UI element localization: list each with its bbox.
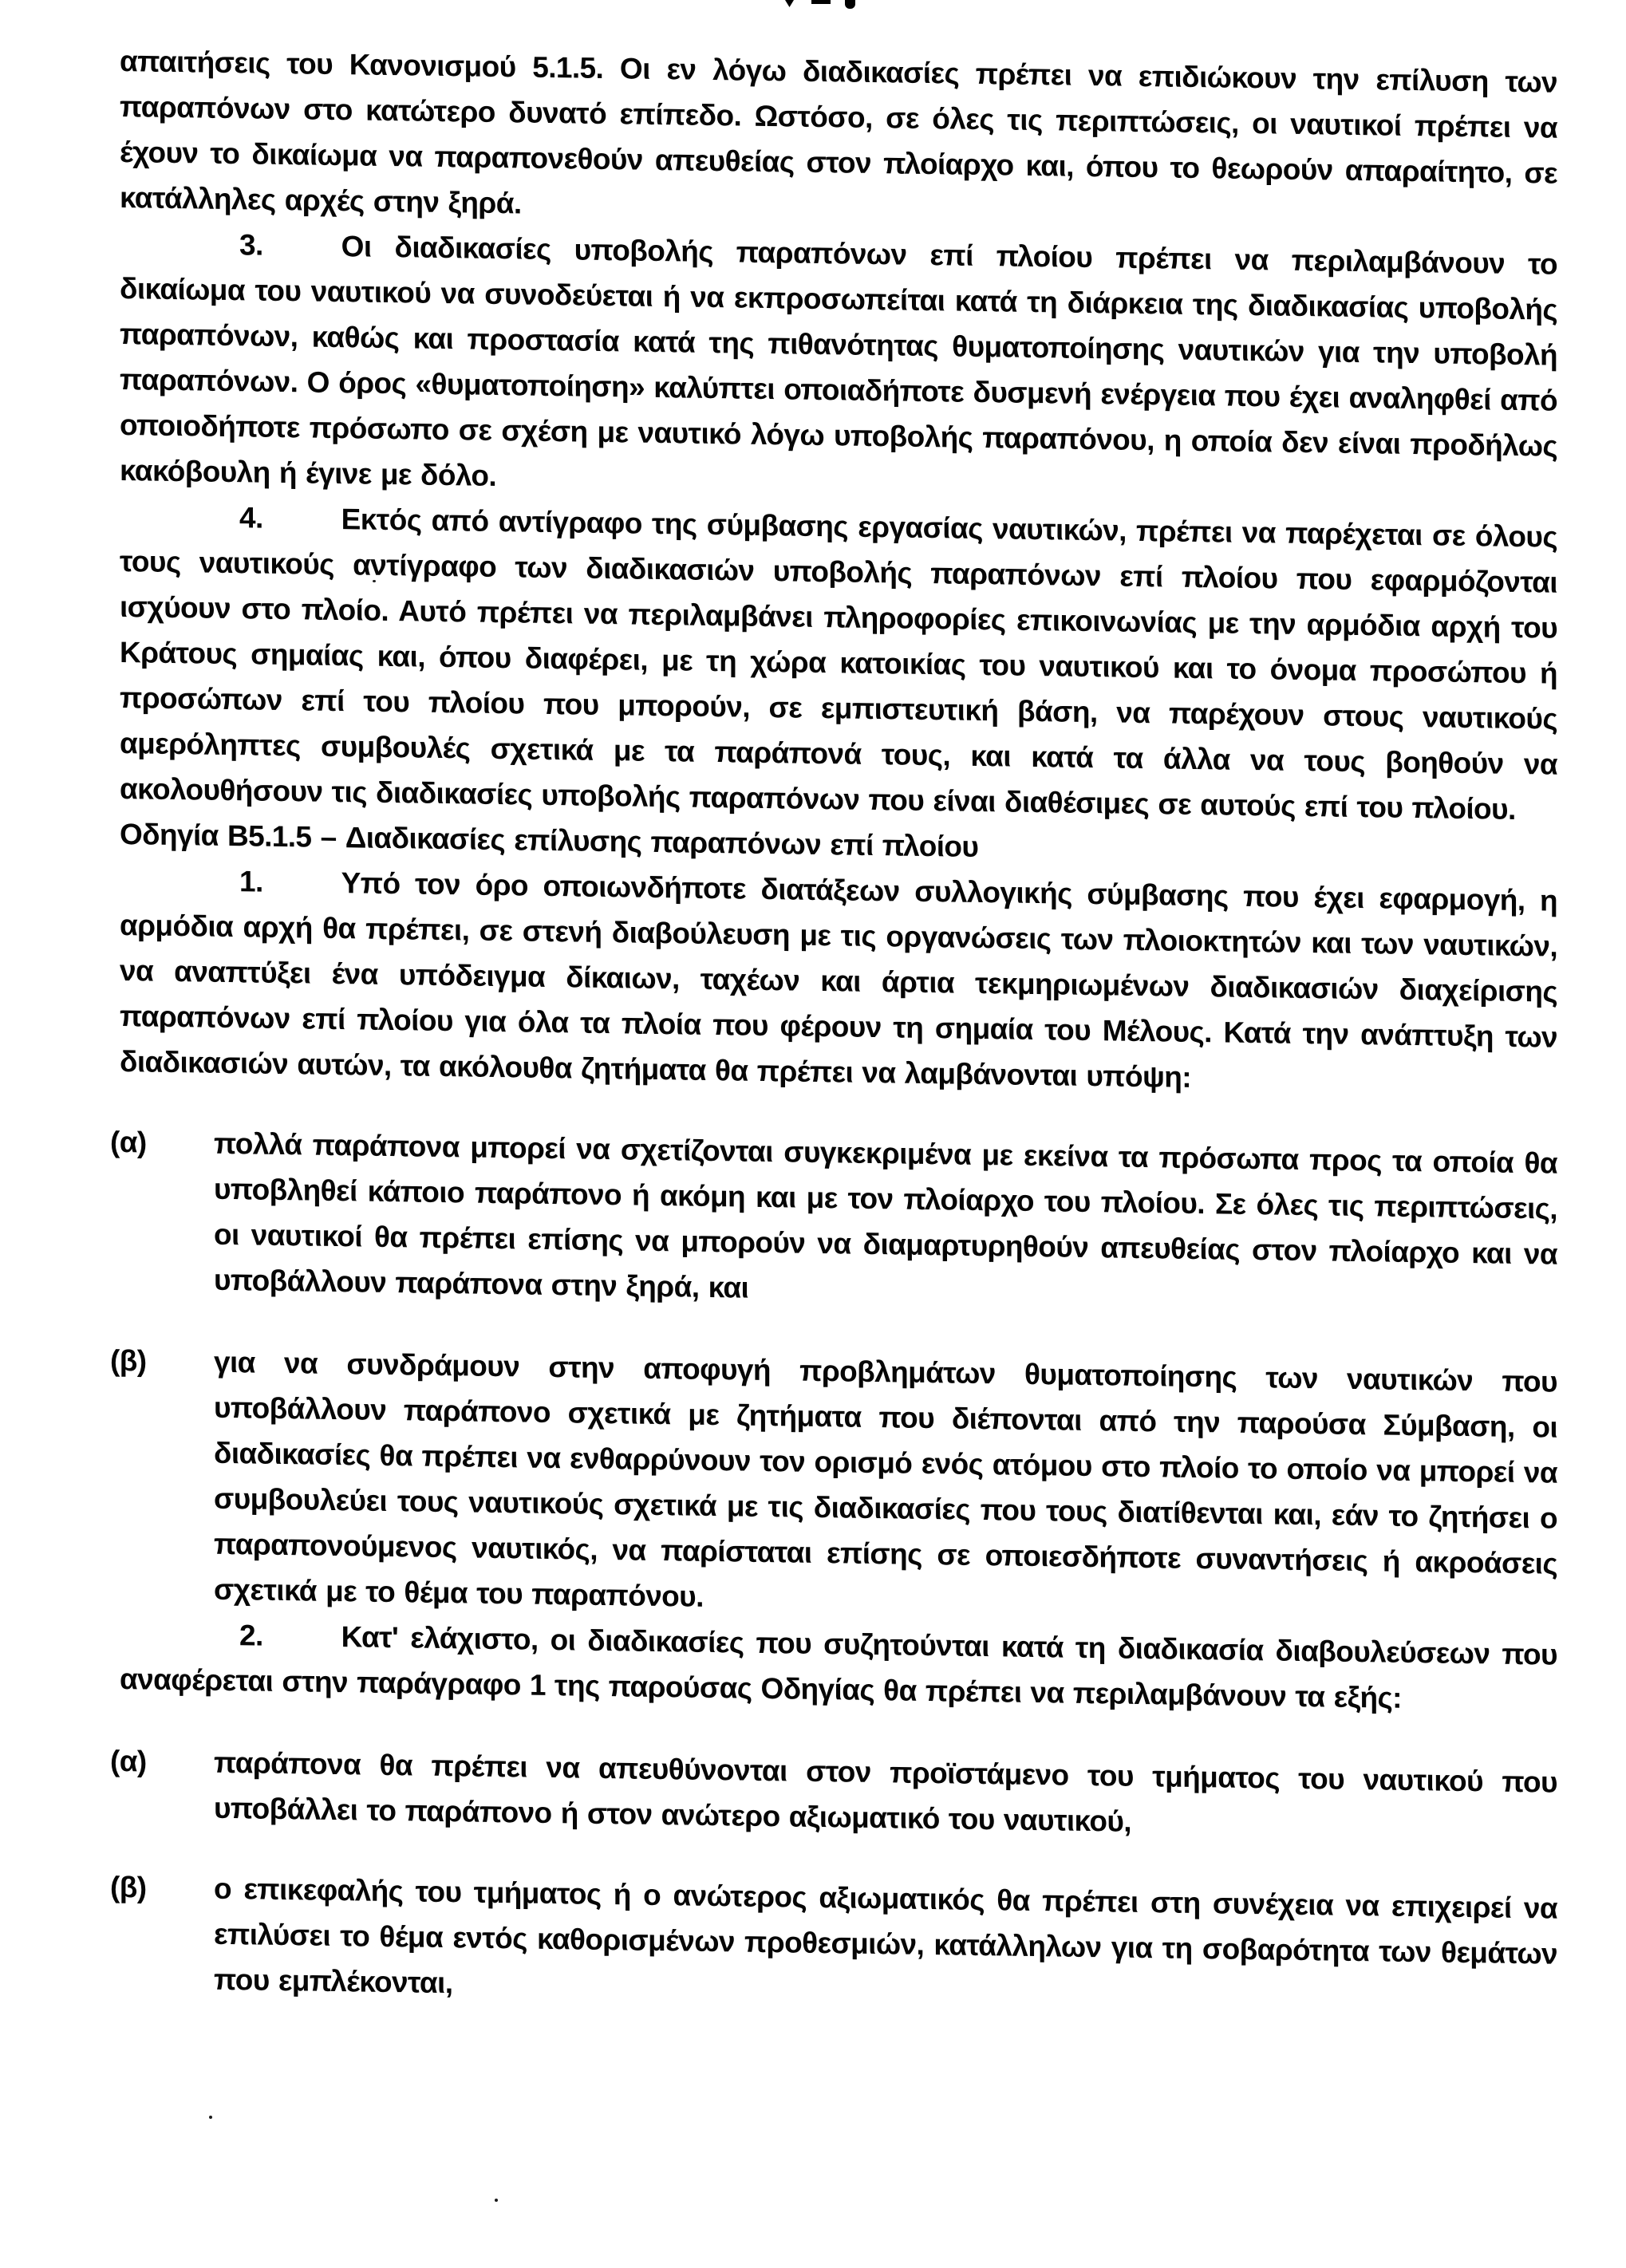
paragraph-text: Οι διαδικασίες υποβολής παραπόνων επί πλοίου πρέπει να περιλαμβάνουν το δικαίωμα του ναυτικού να συνοδεύεται ή να εκπροσωπείται κατά τη διάρκεια της διαδικασίας υποβολής παραπόνων, καθώς και προστασία κατά της πιθανότητας θυματοποίησης ναυτικών για την υποβολή παραπόνων. Ο όρος «θυματοποίηση» καλύπτει οποιαδήποτε δυσμενή ενέργεια που έχει αναληφθεί από οποιοδήποτε πρόσωπο σε σχέση με ναυτικό λόγω υποβολής παραπόνου, η οποία δεν είναι προδήλως κακόβουλη ή έγινε με δόλο. bbox=[120, 230, 1557, 493]
paragraph-number: 1. bbox=[239, 865, 263, 898]
list-item-text: παράπονα θα πρέπει να απευθύνονται στον προϊστάμενο του τμήματος του ναυτικού που υποβάλλει το παράπονο ή στον ανώτερο αξιωματικό του ναυτικού, bbox=[214, 1745, 1557, 1838]
list-item-text: για να συνδράμουν στην αποφυγή προβλημάτων θυματοποίησης των ναυτικών που υποβάλλουν παράπονο σχετικά με ζητήματα που διέπονται από την παρούσα Σύμβαση, οι διαδικασίες θα πρέπει να ενθαρρύνουν τον ορισμό ενός ατόμου στο πλοίο το οποίο να μπορεί να συμβουλεύει τους ναυτικούς σχετικά με τις διαδικασίες που τους διατίθενται και, εάν το ζητήσει ο παραπονούμενος ναυτικός, να παρίσταται επίσης σε οποιεσδήποτε συναντήσεις ή ακροάσεις σχετικά με το θέμα του παραπόνου. bbox=[214, 1345, 1557, 1613]
paragraph-number: 2. bbox=[239, 1619, 263, 1652]
list-item-text: πολλά παράπονα μπορεί να σχετίζονται συγκεκριμένα με εκείνα τα πρόσωπα προς τα οποία θα υποβληθεί κάποιο παράπονο ή ακόμη και με τον πλοίαρχο του πλοίου. Σε όλες τις περιπτώσεις, οι ναυτικοί θα πρέπει επίσης να μπορούν να διαμαρτυρηθούν απευθείας στον πλοίαρχο και να υποβάλλουν παράπονα στην ξηρά, και bbox=[214, 1126, 1557, 1304]
cropped-glyph-mark bbox=[811, 0, 831, 4]
list-item-alpha-1 bbox=[110, 1121, 1557, 1323]
paragraph-number: 3. bbox=[239, 228, 263, 262]
list-item-alpha-2 bbox=[110, 1740, 1557, 1851]
list-item-beta-2 bbox=[110, 1866, 1557, 2022]
list-item-label: (α) bbox=[110, 1125, 147, 1159]
paragraph-text: απαιτήσεις του Κανονισμού 5.1.5. Οι εν λόγω διαδικασίες πρέπει να επιδιώκουν την επίλυση των παραπόνων στο κατώτερο δυνατό επίπεδο. Ωστόσο, σε όλες τις περιπτώσεις, οι ναυτικοί πρέπει να έχουν το δικαίωμα να παραπονεθούν απευθείας στον πλοίαρχο και, όπου το θεωρούν απαραίτητο, σε κατάλληλες αρχές στην ξηρά. bbox=[120, 45, 1557, 220]
scan-speck bbox=[209, 2116, 212, 2119]
paragraph-4 bbox=[120, 493, 1557, 833]
guideline-heading: Οδηγία B5.1.5 – Διαδικασίες επίλυσης παραπόνων επί πλοίου bbox=[120, 818, 979, 863]
paragraph-3 bbox=[120, 220, 1557, 515]
document-content bbox=[110, 38, 1557, 2022]
paragraph-1 bbox=[120, 857, 1557, 1106]
cropped-glyph-mark bbox=[785, 0, 794, 7]
scan-speck bbox=[495, 2199, 498, 2202]
paragraph-text: Κατ' ελάχιστο, οι διαδικασίες που συζητούνται κατά τη διαδικασία διαβουλεύσεων που αναφέρεται στην παράγραφο 1 της παρούσας Οδηγίας θα πρέπει να περιλαμβάνουν τα εξής: bbox=[120, 1620, 1557, 1714]
list-item-label: (α) bbox=[110, 1744, 147, 1778]
list-item-label: (β) bbox=[110, 1343, 147, 1378]
paragraph-text: Εκτός από αντίγραφο της σύμβασης εργασίας ναυτικών, πρέπει να παρέχεται σε όλους τους ναυτικούς αντίγραφο των διαδικασιών υποβολής παραπόνων επί πλοίου που εφαρμόζονται ισχύουν στο πλοίο. Αυτό πρέπει να περιλαμβάνει πληροφορίες επικοινωνίας με την αρμόδια αρχή του Κράτους σημαίας και, όπου διαφέρει, με τη χώρα κατοικίας του ναυτικού και το όνομα προσώπου ή προσώπων επί του πλοίου που μπορούν, σε εμπιστευτική βάση, να παρέχουν στους ναυτικούς αμερόληπτες συμβουλές σχετικά με τα παράπονά τους, και κατά τα άλλα να τους βοηθούν να ακολουθήσουν τις διαδικασίες υποβολής παραπόνων που είναι διαθέσιμες σε αυτούς επί του πλοίου. bbox=[120, 503, 1557, 826]
continuation-paragraph bbox=[120, 38, 1557, 242]
cropped-glyph-mark bbox=[845, 0, 855, 9]
list-item-beta-1 bbox=[110, 1339, 1557, 1632]
paragraph-number: 4. bbox=[239, 501, 263, 534]
paragraph-text: Υπό τον όρο οποιωνδήποτε διατάξεων συλλογικής σύμβασης που έχει εφαρμογή, η αρμόδια αρχή θα πρέπει, σε στενή διαβούλευση με τις οργανώσεις των πλοιοκτητών και των ναυτικών, να αναπτύξει ένα υπόδειγμα δίκαιων, ταχέων και άρτια τεκμηριωμένων διαδικασιών διαχείρισης παραπόνων επί πλοίου για όλα τα πλοία που φέρουν τη σημαία του Μέλους. Κατά την ανάπτυξη των διαδικασιών αυτών, τα ακόλουθα ζητήματα θα πρέπει να λαμβάνονται υπόψη: bbox=[120, 866, 1557, 1094]
list-item-label: (β) bbox=[110, 1870, 147, 1904]
list-item-text: ο επικεφαλής του τμήματος ή ο ανώτερος αξιωματικός θα πρέπει στη συνέχεια να επιχειρεί να επιλύσει το θέμα εντός καθορισμένων προθεσμιών, κατάλληλων για τη σοβαρότητα των θεμάτων που εμπλέκονται, bbox=[214, 1872, 1557, 2000]
